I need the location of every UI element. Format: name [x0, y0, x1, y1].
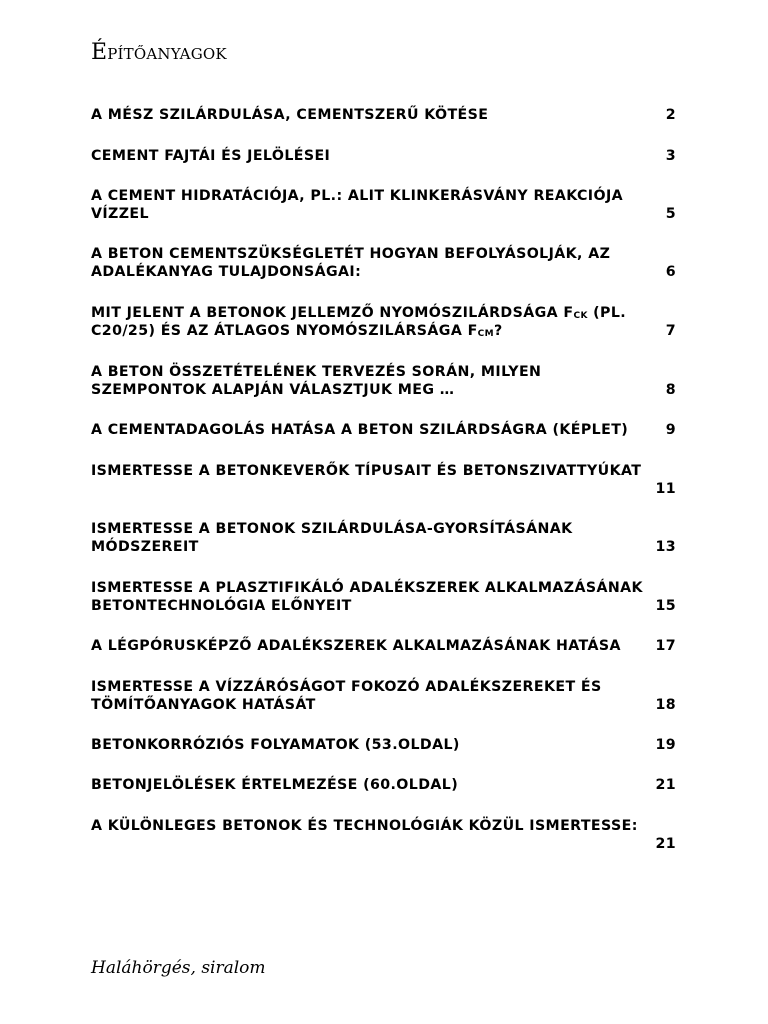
- toc-page-number: 13: [655, 539, 676, 555]
- toc-page-number: 2: [665, 107, 676, 123]
- toc-entry-title: ISMERTESSE A BETONOK SZILÁRDULÁSA-GYORSÍTÁSÁNAK: [91, 521, 573, 537]
- toc-entry[interactable]: [91, 106, 676, 124]
- toc-page-number: 17: [655, 638, 676, 654]
- toc-page-number: 5: [665, 206, 676, 222]
- toc-entry-title: A BETON CEMENTSZÜKSÉGLETÉT HOGYAN BEFOLYÁSOLJÁK, AZ: [91, 246, 611, 262]
- toc-entry-title: BETONKORRÓZIÓS FOLYAMATOK (53.OLDAL): [91, 737, 460, 753]
- toc-entry[interactable]: [91, 304, 676, 340]
- toc-entry[interactable]: [91, 520, 676, 556]
- toc-entry[interactable]: [91, 187, 676, 223]
- subscript: CK: [573, 311, 588, 321]
- footer-text: Haláhörgés, siralom: [91, 958, 266, 978]
- toc-entry-title-cont: VÍZZEL: [91, 206, 149, 222]
- toc-entry[interactable]: [91, 421, 676, 439]
- toc-entry-title: MIT JELENT A BETONOK JELLEMZŐ NYOMÓSZILÁRDSÁGA $F_{CK}$ (PL.: [91, 305, 627, 321]
- toc-page-number: 21: [655, 836, 676, 852]
- toc-entry[interactable]: [91, 363, 676, 399]
- toc-page-number: 11: [655, 481, 676, 497]
- toc-entry-title: A CEMENT HIDRATÁCIÓJA, PL.: ALIT KLINKERÁSVÁNY REAKCIÓJA: [91, 188, 624, 204]
- toc-entry-title-cont: C20/25) ÉS AZ ÁTLAGOS NYOMÓSZILÁRSÁGA $F_{CM}$?: [91, 323, 503, 339]
- toc-entry-title-cont: BETONTECHNOLÓGIA ELŐNYEIT: [91, 598, 352, 614]
- toc-page-number: 7: [665, 323, 676, 339]
- toc-entry-title-cont: ADALÉKANYAG TULAJDONSÁGAI:: [91, 264, 362, 280]
- toc-entry-title-cont: SZEMPONTOK ALAPJÁN VÁLASZTJUK MEG …: [91, 382, 455, 398]
- toc-entry[interactable]: [91, 637, 676, 655]
- toc-entry-title-cont: MÓDSZEREIT: [91, 539, 199, 555]
- toc-entry-title: BETONJELÖLÉSEK ÉRTELMEZÉSE (60.OLDAL): [91, 777, 459, 793]
- toc-entry-title: CEMENT FAJTÁI ÉS JELÖLÉSEI: [91, 148, 331, 164]
- toc-entry[interactable]: [91, 776, 676, 794]
- page-title: Építőanyagok: [91, 40, 227, 65]
- toc-entry[interactable]: [91, 678, 676, 714]
- toc-entry-title: A LÉGPÓRUSKÉPZŐ ADALÉKSZEREK ALKALMAZÁSÁNAK HATÁSA: [91, 638, 621, 654]
- toc-entry-title-cont: TÖMÍTŐANYAGOK HATÁSÁT: [91, 697, 316, 713]
- toc-entry[interactable]: [91, 147, 676, 165]
- toc-entry-title: A BETON ÖSSZETÉTELÉNEK TERVEZÉS SORÁN, MILYEN: [91, 364, 542, 380]
- toc-page-number: 9: [665, 422, 676, 438]
- toc-entry-title: ISMERTESSE A VÍZZÁRÓSÁGOT FOKOZÓ ADALÉKSZEREKET ÉS: [91, 679, 602, 695]
- toc-entry-title: A KÜLÖNLEGES BETONOK ÉS TECHNOLÓGIÁK KÖZÜL ISMERTESSE:: [91, 818, 638, 834]
- toc-page-number: 21: [655, 777, 676, 793]
- toc-entry[interactable]: [91, 245, 676, 281]
- toc-entry-title: ISMERTESSE A PLASZTIFIKÁLÓ ADALÉKSZEREK ALKALMAZÁSÁNAK: [91, 580, 643, 596]
- toc-entry-title: ISMERTESSE A BETONKEVERŐK TÍPUSAIT ÉS BETONSZIVATTYÚKAT: [91, 463, 642, 479]
- toc-page-number: 19: [655, 737, 676, 753]
- toc-entry-title: A CEMENTADAGOLÁS HATÁSA A BETON SZILÁRDSÁGRA (KÉPLET): [91, 422, 629, 438]
- toc-page-number: 3: [665, 148, 676, 164]
- subscript: CM: [477, 329, 495, 339]
- toc-page-number: 15: [655, 598, 676, 614]
- toc-entry[interactable]: [91, 579, 676, 615]
- toc-page-number: 6: [665, 264, 676, 280]
- toc-entry[interactable]: [91, 462, 676, 498]
- toc-page-number: 18: [655, 697, 676, 713]
- toc-entry-title: A MÉSZ SZILÁRDULÁSA, CEMENTSZERŰ KÖTÉSE: [91, 107, 489, 123]
- toc-page-number: 8: [665, 382, 676, 398]
- toc-entry[interactable]: [91, 736, 676, 754]
- toc-entry[interactable]: [91, 817, 676, 853]
